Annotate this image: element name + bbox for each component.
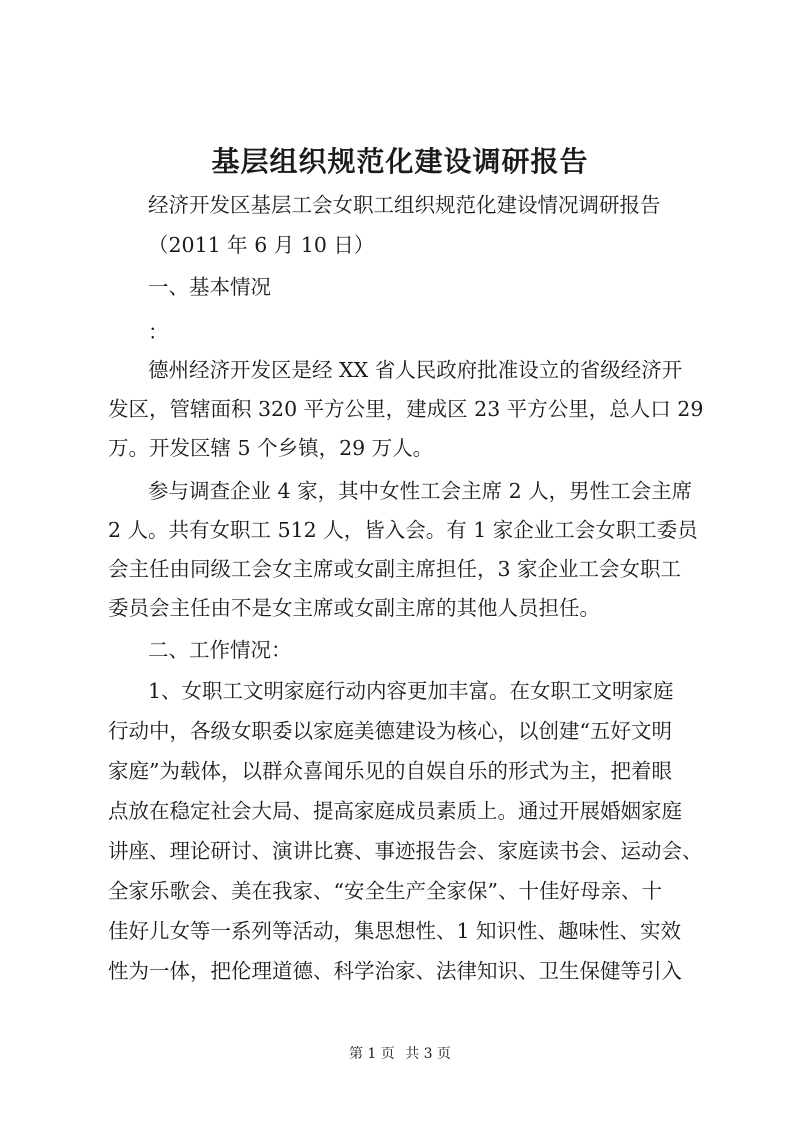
- paragraph-line: 委员会主任由不是女主席或女副主席的其他人员担任。: [108, 596, 600, 620]
- report-date: （2011 年 6 月 10 日）: [148, 233, 375, 257]
- paragraph-line: 点放在稳定社会大局、提高家庭成员素质上。通过开展婚姻家庭: [108, 799, 682, 823]
- paragraph-line: 性为一体，把伦理道德、科学治家、法律知识、卫生保健等引入: [108, 959, 682, 983]
- paragraph-line: 万。开发区辖 5 个乡镇，29 万人。: [108, 436, 434, 460]
- paragraph-line: 1、女职工文明家庭行动内容更加丰富。在女职工文明家庭: [148, 679, 674, 703]
- paragraph-line: 全家乐歌会、美在我家、“安全生产全家保”、十佳好母亲、十: [108, 879, 662, 903]
- paragraph-line: 讲座、理论研讨、演讲比赛、事迹报告会、家庭读书会、运动会、: [108, 839, 703, 863]
- document-title: 基层组织规范化建设调研报告: [211, 145, 589, 178]
- paragraph-line: 家庭”为载体，以群众喜闻乐见的自娱自乐的形式为主，把着眼: [108, 759, 672, 783]
- colon-line: ：: [148, 320, 169, 344]
- paragraph-line: 会主任由同级工会女主席或女副主席担任，3 家企业工会女职工: [108, 557, 682, 581]
- paragraph-line: 发区，管辖面积 320 平方公里，建成区 23 平方公里，总人口 29: [108, 397, 704, 421]
- paragraph-line: 德州经济开发区是经 XX 省人民政府批准设立的省级经济开: [148, 358, 683, 382]
- page-footer: [0, 1043, 800, 1063]
- paragraph-line: 行动中，各级女职委以家庭美德建设为核心，以创建“五好文明: [108, 719, 672, 743]
- page-total: 共 3 页: [405, 1046, 452, 1062]
- paragraph-line: 2 人。共有女职工 512 人，皆入会。有 1 家企业工会女职工委员: [108, 518, 698, 542]
- paragraph-line: 佳好儿女等一系列等活动，集思想性、1 知识性、趣味性、实效: [108, 919, 682, 943]
- section-heading-work: 二、工作情况：: [148, 638, 292, 662]
- subtitle: 经济开发区基层工会女职工组织规范化建设情况调研报告: [148, 193, 661, 217]
- section-heading-basic: 一、基本情况: [148, 275, 271, 299]
- paragraph-line: 参与调查企业 4 家，其中女性工会主席 2 人，男性工会主席: [148, 479, 693, 503]
- page-number: 第 1 页: [348, 1046, 395, 1062]
